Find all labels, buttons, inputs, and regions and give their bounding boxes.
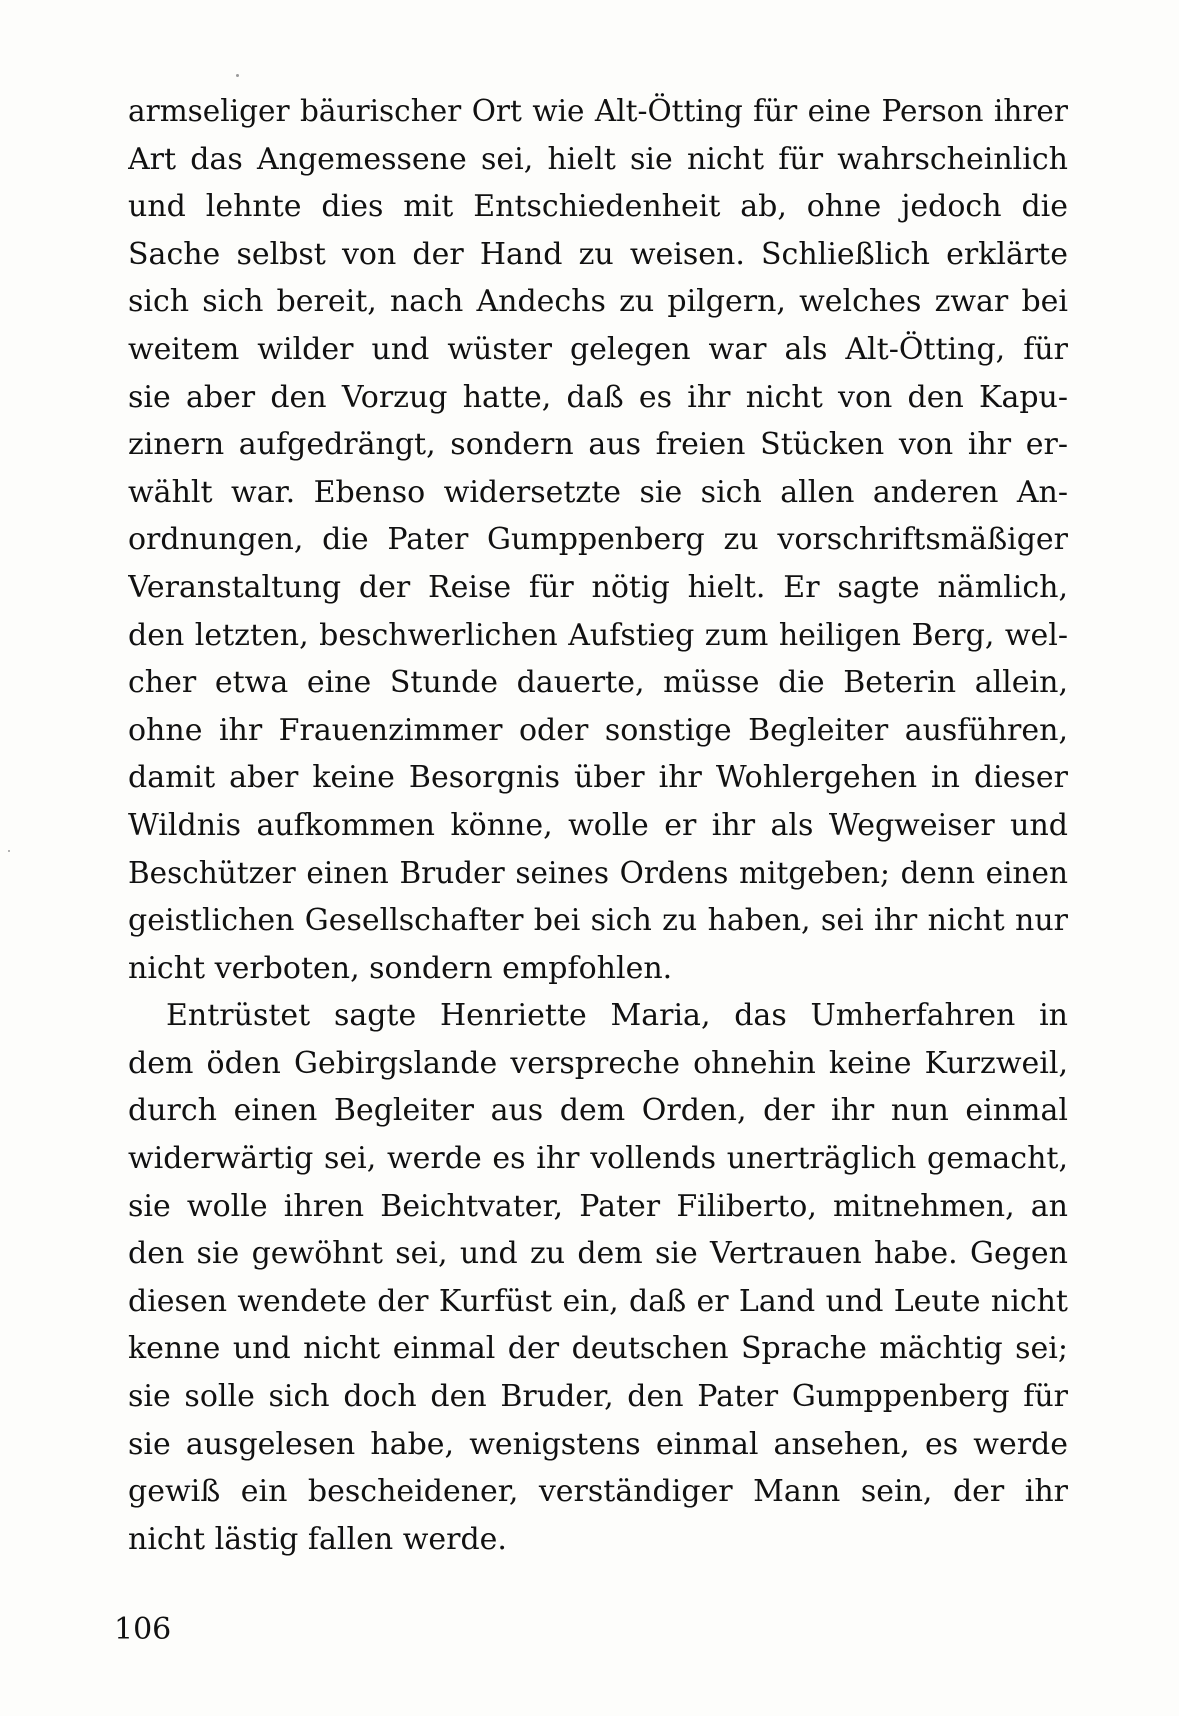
text-line: sie wolle ihren Beichtvater, Pater Filiberto, mitnehmen, an	[128, 1188, 1068, 1224]
text-line: dem öden Gebirgslande verspreche ohnehin keine Kurzweil,	[128, 1045, 1068, 1081]
text-line: Beschützer einen Bruder seines Ordens mitgeben; denn einen	[128, 855, 1068, 890]
text-line: sie aber den Vorzug hatte, daß es ihr nicht von den Kapu-	[128, 379, 1068, 415]
text-line: den sie gewöhnt sei, und zu dem sie Vertrauen habe. Gegen	[128, 1236, 1068, 1272]
text-line: ohne ihr Frauenzimmer oder sonstige Begleiter ausführen,	[128, 712, 1068, 748]
text-line: armseliger bäurischer Ort wie Alt-Ötting für eine Person ihrer	[128, 94, 1068, 128]
text-line: gewiß ein bescheidener, verständiger Mann sein, der ihr	[128, 1474, 1068, 1510]
text-line: geistlichen Gesellschafter bei sich zu haben, sei ihr nicht nur	[128, 903, 1068, 939]
text-line: damit aber keine Besorgnis über ihr Wohlergehen in dieser	[128, 760, 1068, 796]
text-line: diesen wendete der Kurfüst ein, daß er Land und Leute nicht	[128, 1283, 1068, 1319]
text-line: durch einen Begleiter aus dem Orden, der ihr nun einmal	[128, 1093, 1068, 1129]
text-line: widerwärtig sei, werde es ihr vollends unerträglich gemacht,	[128, 1141, 1068, 1177]
text-line: sie solle sich doch den Bruder, den Pater Gumppenberg für	[128, 1379, 1068, 1415]
text-line: sie ausgelesen habe, wenigstens einmal ansehen, es werde	[128, 1426, 1068, 1462]
text-line: Sache selbst von der Hand zu weisen. Schließlich erklärte	[128, 236, 1068, 272]
text-line: zinern aufgedrängt, sondern aus freien Stücken von ihr er-	[128, 427, 1068, 463]
paper-speck	[8, 850, 10, 852]
text-line: nicht lästig fallen werde.	[128, 1521, 507, 1557]
text-line: Entrüstet sagte Henriette Maria, das Umherfahren in	[166, 998, 1068, 1034]
text-line: ordnungen, die Pater Gumppenberg zu vorschriftsmäßiger	[128, 522, 1068, 558]
text-line: kenne und nicht einmal der deutschen Sprache mächtig sei;	[128, 1331, 1068, 1367]
text-line: wählt war. Ebenso widersetzte sie sich allen anderen An-	[128, 474, 1068, 510]
paper-speck	[236, 74, 239, 77]
text-line: nicht verboten, sondern empfohlen.	[128, 950, 673, 986]
text-line: Veranstaltung der Reise für nötig hielt. Er sagte nämlich,	[128, 569, 1068, 605]
paragraph-2	[128, 992, 1068, 1563]
paragraph-1	[128, 88, 1068, 992]
text-line: cher etwa eine Stunde dauerte, müsse die Beterin allein,	[128, 665, 1068, 701]
text-line: und lehnte dies mit Entschiedenheit ab, ohne jedoch die	[128, 189, 1068, 225]
text-line: sich sich bereit, nach Andechs zu pilgern, welches zwar bei	[128, 284, 1068, 320]
text-line: Wildnis aufkommen könne, wolle er ihr als Wegweiser und	[128, 807, 1068, 843]
text-line: weitem wilder und wüster gelegen war als Alt-Ötting, für	[128, 331, 1068, 367]
text-line: Art das Angemessene sei, hielt sie nicht für wahrscheinlich	[128, 141, 1068, 177]
body-text	[128, 88, 1068, 1563]
page-number: 106	[114, 1612, 172, 1647]
text-line: den letzten, beschwerlichen Aufstieg zum heiligen Berg, wel-	[128, 617, 1068, 653]
